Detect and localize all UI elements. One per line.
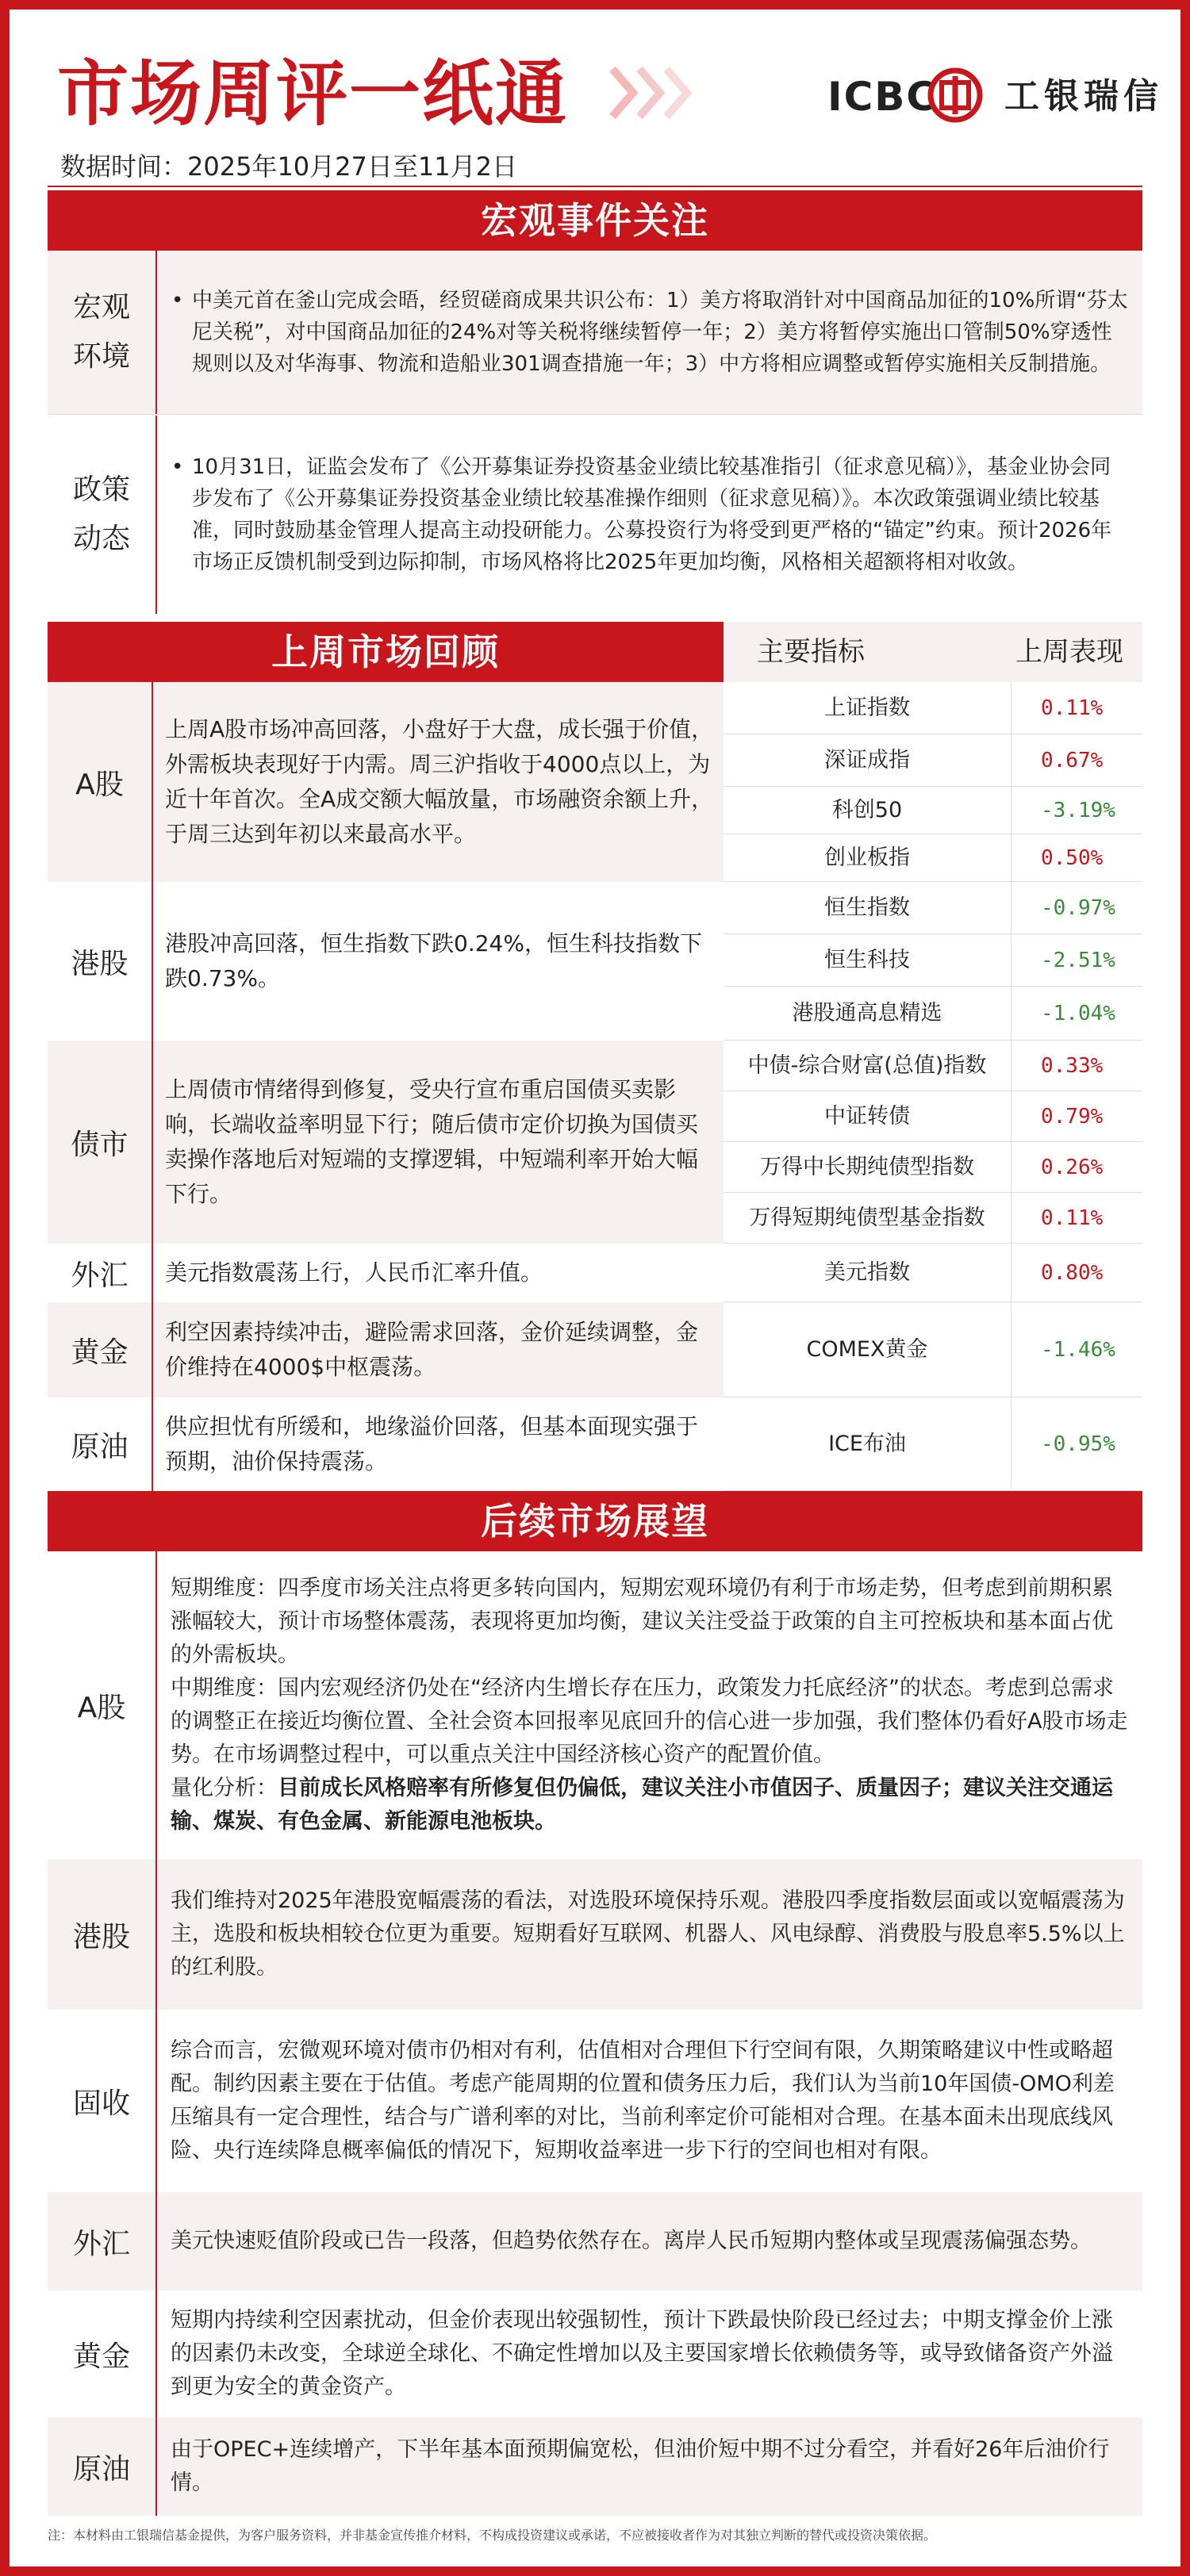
- column-header-main: 主要指标: [757, 636, 865, 668]
- column-header-perf: 上周表现: [1015, 636, 1123, 668]
- row-label: 黄金: [48, 2290, 157, 2417]
- review-row-gold: [48, 1302, 724, 1397]
- index-name: 中债-综合财富(总值)指数: [747, 1052, 987, 1078]
- index-name: 创业板指: [824, 845, 910, 870]
- outlook-row-oil: [48, 2417, 1142, 2516]
- index-value: 0.50%: [1041, 845, 1104, 870]
- section-title-macro: 宏观事件关注: [48, 190, 1142, 251]
- index-value: 0.67%: [1041, 748, 1104, 772]
- index-name: 港股通高息精选: [792, 1000, 942, 1025]
- logo-cn-text: 工银瑞信: [1004, 76, 1163, 117]
- page-title: 市场周评一纸通: [57, 52, 568, 136]
- divider: [48, 186, 1142, 187]
- index-value: 0.11%: [1041, 696, 1104, 720]
- row-text: [165, 1302, 714, 1397]
- row-label-text: 政策 动态: [72, 473, 130, 555]
- data-time: 数据时间：2025年10月27日至11月2日: [60, 151, 517, 182]
- index-value: 0.11%: [1041, 1206, 1104, 1230]
- index-row: [724, 1142, 1142, 1193]
- index-value: -0.95%: [1041, 1432, 1115, 1456]
- index-value: 0.33%: [1041, 1053, 1104, 1078]
- row-text: 我们维持对2025年港股宽幅震荡的看法，对选股环境保持乐观。港股四季度指数层面或以宽幅震荡为主，选股和板块相较仓位更为重要。短期看好互联网、机器人、风电绿醇、消费股与股息率5.5%以上的红利股。: [171, 1888, 1125, 1980]
- row-label: 债市: [48, 1041, 153, 1244]
- index-row: [724, 1041, 1142, 1091]
- row-label: 港股: [48, 882, 153, 1041]
- row-text-content: 供应担忧有所缓和，地缘溢价回落，但基本面现实强于预期，油价保持震荡。: [165, 1413, 699, 1474]
- row-text: • 10月31日，证监会发布了《公开募集证券投资基金业绩比较基准指引（征求意见稿）》，基金业协会同步发布了《公开募集证券投资基金业绩比较基准操作细则（征求意见稿）》。本次政策强调业绩比较基准，同时鼓励基金管理人提高主动投研能力。公募投资行为将受到更严格的“锚定”约束。预计2026年市场正反馈机制受到边际抑制，市场风格将比2025年更加均衡，风格相关超额将相对收敛。: [167, 451, 1131, 578]
- row-text-content: 利空因素持续冲击，避险需求回落，金价延续调整，金价维持在4000$中枢震荡。: [165, 1319, 699, 1380]
- outlook-mid-term: 中期维度：国内宏观经济仍处在“经济内生增长存在压力，政策发力托底经济”的状态。考虑到总需求的调整正在接近均衡位置、全社会资本回报率见底回升的信心进一步加强，我们整体仍看好A股市场走势。在市场调整过程中，可以重点关注中国经济核心资产的配置价值。: [171, 1676, 1128, 1767]
- review-row-a-share: [48, 682, 724, 882]
- index-name: 上证指数: [824, 695, 910, 720]
- index-value: 0.80%: [1041, 1260, 1104, 1285]
- divider: [48, 414, 1142, 415]
- index-value: -1.04%: [1041, 1001, 1115, 1025]
- index-name: 恒生指数: [824, 895, 910, 920]
- row-body: [171, 2192, 1131, 2290]
- index-value: -2.51%: [1041, 948, 1115, 972]
- index-name: 科创50: [831, 797, 903, 822]
- quant-lead: 量化分析：: [171, 1776, 278, 1800]
- review-row-bond: [48, 1041, 724, 1244]
- row-text: 美元快速贬值阶段或已告一段落，但趋势依然存在。离岸人民币短期内整体或呈现震荡偏强态势。: [171, 2229, 1092, 2253]
- section-title-review: 上周市场回顾: [48, 622, 724, 682]
- row-body: [171, 1859, 1131, 2010]
- row-label: [48, 251, 157, 414]
- row-text: [165, 882, 714, 1041]
- row-label: 港股: [48, 1859, 157, 2010]
- index-name: COMEX黄金: [806, 1336, 928, 1362]
- row-body: [167, 416, 1131, 614]
- index-row: [724, 934, 1142, 987]
- row-body: [171, 2417, 1131, 2516]
- row-label: 外汇: [48, 1244, 153, 1302]
- row-label-text: 宏观 环境: [72, 291, 130, 373]
- index-row: [724, 834, 1142, 882]
- row-body: [171, 2010, 1131, 2192]
- index-row: [724, 1397, 1142, 1491]
- index-name: 万得中长期纯债型指数: [760, 1154, 974, 1179]
- index-row: [724, 882, 1142, 934]
- row-text: [165, 682, 714, 882]
- index-value: -1.46%: [1041, 1337, 1115, 1362]
- row-label: 原油: [48, 2417, 157, 2516]
- review-row-oil: [48, 1397, 724, 1491]
- index-name: 美元指数: [824, 1259, 910, 1285]
- index-row: [724, 1302, 1142, 1397]
- index-table-header: [724, 622, 1142, 682]
- row-label: 黄金: [48, 1302, 153, 1397]
- logo-icbc-text: ICBC: [827, 74, 938, 120]
- index-value: -3.19%: [1041, 798, 1115, 822]
- macro-row-environment: [48, 251, 1142, 414]
- outlook-row-hk: [48, 1859, 1142, 2010]
- row-body: [167, 251, 1131, 414]
- row-text-content: 上周债市情绪得到修复，受央行宣布重启国债买卖影响，长端收益率明显下行；随后债市定价切换为国债买卖操作落地后对短端的支撑逻辑，中短端利率开始大幅下行。: [165, 1076, 699, 1207]
- outlook-row-gold: [48, 2290, 1142, 2417]
- index-row: [724, 1193, 1142, 1244]
- row-text: 短期内持续利空因素扰动，但金价表现出较强韧性，预计下跌最快阶段已经过去；中期支撑金价上涨的因素仍未改变，全球逆全球化、不确定性增加以及主要国家增长依赖债务等，或导致储备资产外溢到更为安全的黄金资产。: [171, 2308, 1113, 2399]
- index-name: 恒生科技: [824, 947, 910, 972]
- index-value: -0.97%: [1041, 895, 1115, 920]
- section-title-outlook: 后续市场展望: [48, 1491, 1142, 1551]
- outlook-row-fx: [48, 2192, 1142, 2290]
- row-label: A股: [48, 682, 153, 882]
- macro-row-policy: [48, 416, 1142, 614]
- icbc-logo-icon: [927, 67, 984, 124]
- outlook-row-fixed-income: [48, 2010, 1142, 2192]
- divider: [1011, 682, 1012, 1489]
- row-text: [165, 1397, 714, 1491]
- index-row: [724, 734, 1142, 787]
- row-text: 由于OPEC+连续增产，下半年基本面预期偏宽松，但油价短中期不过分看空，并看好26年后油价行情。: [171, 2437, 1110, 2495]
- review-row-fx: [48, 1244, 724, 1302]
- index-name: 万得短期纯债型基金指数: [749, 1205, 985, 1230]
- index-name: ICE布油: [828, 1431, 906, 1456]
- index-row: [724, 682, 1142, 734]
- row-body: [171, 1551, 1131, 1859]
- index-row: [724, 987, 1142, 1041]
- chevron-right-icon: [662, 65, 693, 121]
- index-name: 深证成指: [824, 747, 910, 772]
- outlook-row-a-share: [48, 1551, 1142, 1859]
- row-text: [165, 1244, 714, 1302]
- header: [0, 0, 1190, 190]
- row-text: • 中美元首在釜山完成会晤，经贸磋商成果共识公布：1）美方将取消针对中国商品加征的10%所谓“芬太尼关税”，对中国商品加征的24%对等关税将继续暂停一年；2）美方将暂停实施出口管制50%穿透性规则以及对华海事、物流和造船业301调查措施一年；3）中方将相应调整或暂停实施相关反制措施。: [167, 285, 1131, 380]
- row-text-content: 港股冲高回落，恒生指数下跌0.24%，恒生科技指数下跌0.73%。: [165, 930, 702, 991]
- index-row: [724, 1244, 1142, 1302]
- row-text-content: 美元指数震荡上行，人民币汇率升值。: [165, 1259, 543, 1286]
- row-body: [171, 2290, 1131, 2417]
- footer-disclaimer: 注：本材料由工银瑞信基金提供，为客户服务资料，并非基金宣传推介材料，不构成投资建议或承诺，不应被接收者作为对其独立判断的替代或投资决策依据。: [48, 2528, 937, 2543]
- review-row-hk: [48, 882, 724, 1041]
- row-label: [48, 416, 157, 614]
- row-text: [165, 1041, 714, 1244]
- row-label: 外汇: [48, 2192, 157, 2290]
- row-text: 综合而言，宏微观环境对债市仍相对有利，估值相对合理但下行空间有限，久期策略建议中性或略超配。制约因素主要在于估值。考虑产能周期的位置和债务压力后，我们认为当前10年国债-OMO利差压缩具有一定合理性，结合与广谱利率的对比，当前利率定价可能相对合理。在基本面未出现底线风险、央行连续降息概率偏低的情况下，短期收益率进一步下行的空间也相对有限。: [171, 2038, 1115, 2163]
- index-row: [724, 787, 1142, 834]
- quant-text: 目前成长风格赔率有所修复但仍偏低，建议关注小市值因子、质量因子；建议关注交通运输、煤炭、有色金属、新能源电池板块。: [171, 1776, 1113, 1834]
- index-value: 0.79%: [1041, 1104, 1104, 1129]
- row-label: 原油: [48, 1397, 153, 1491]
- row-label: A股: [48, 1551, 157, 1859]
- index-row: [724, 1091, 1142, 1142]
- index-name: 中证转债: [824, 1103, 910, 1129]
- row-text-content: 上周A股市场冲高回落，小盘好于大盘，成长强于价值，外需板块表现好于内需。周三沪指收于4000点以上，为近十年首次。全A成交额大幅放量，市场融资余额上升，于周三达到年初以来最高水平。: [165, 716, 714, 847]
- outlook-quant: [171, 1772, 1131, 1838]
- outlook-short-term: 短期维度：四季度市场关注点将更多转向国内，短期宏观环境仍有利于市场走势，但考虑到前期积累涨幅较大，预计市场整体震荡，表现将更加均衡，建议关注受益于政策的自主可控板块和基本面占优的外需板块。: [171, 1576, 1113, 1667]
- index-value: 0.26%: [1041, 1155, 1104, 1179]
- row-label: 固收: [48, 2010, 157, 2192]
